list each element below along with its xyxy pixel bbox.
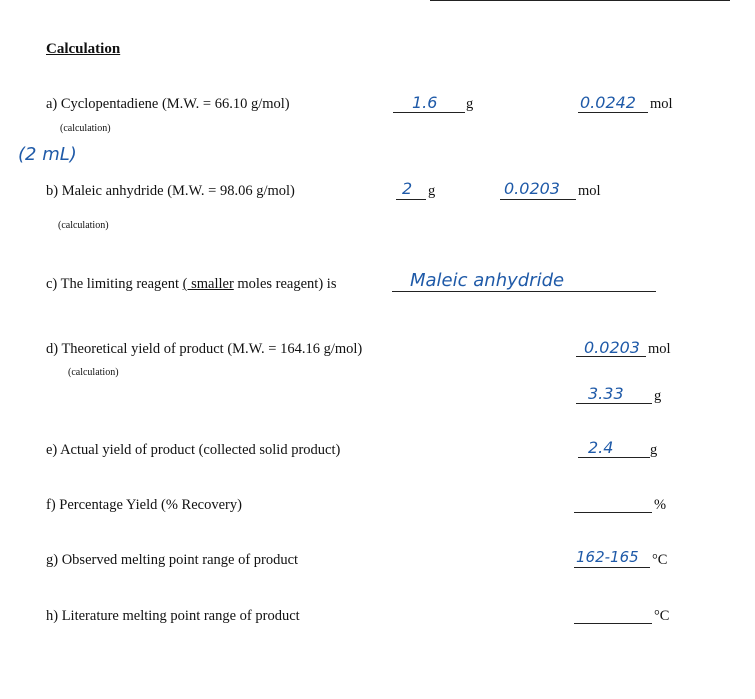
item-g-label: g) Observed melting point range of product [46, 552, 299, 568]
item-b-moles-unit: mol [578, 183, 601, 199]
item-a-mass-line [393, 112, 465, 113]
item-a-note: (2 mL) [18, 144, 77, 165]
item-b-moles-line [500, 199, 576, 200]
item-d-moles-unit: mol [648, 341, 671, 357]
top-cutoff-line [430, 0, 730, 1]
item-h-label: h) Literature melting point range of product [46, 608, 300, 624]
item-a-mass-unit: g [466, 96, 474, 112]
item-a-mass: 1.6 [412, 93, 438, 112]
item-c-label-post: moles reagent) is [233, 276, 337, 292]
item-e-label: e) Actual yield of product (collected solid product) [46, 442, 341, 458]
item-b-label: b) Maleic anhydride (M.W. = 98.06 g/mol) [46, 183, 295, 199]
item-g-value: 162-165 [576, 548, 639, 566]
item-b-mass-unit: g [428, 183, 436, 199]
item-a-moles-line [578, 112, 648, 113]
item-e-mass-unit: g [650, 442, 658, 458]
item-a-sub: (calculation) [60, 123, 111, 134]
item-c-label [46, 276, 336, 293]
item-e-mass-line [578, 457, 650, 458]
item-c-label-underlined: ( smaller [182, 276, 234, 292]
item-d-moles: 0.0203 [584, 338, 640, 357]
item-e-mass: 2.4 [588, 438, 614, 457]
item-d-mass-line [576, 403, 652, 404]
item-d-sub: (calculation) [68, 367, 119, 378]
item-b-sub: (calculation) [58, 220, 109, 231]
item-b-mass-line [396, 199, 426, 200]
item-f-unit: % [654, 497, 667, 513]
item-c-answer-line [392, 291, 656, 292]
item-c-label-pre: c) The limiting reagent [46, 276, 183, 292]
item-g-unit: °C [652, 552, 668, 568]
page-title: Calculation [46, 41, 121, 57]
item-b-moles: 0.0203 [504, 179, 560, 198]
item-a-moles: 0.0242 [580, 93, 636, 112]
item-c-answer: Maleic anhydride [410, 270, 565, 291]
item-f-label: f) Percentage Yield (% Recovery) [46, 497, 242, 513]
item-h-unit: °C [654, 608, 670, 624]
item-d-label: d) Theoretical yield of product (M.W. = 164.16 g/mol) [46, 341, 363, 357]
item-h-blank-line [574, 623, 652, 624]
item-f-blank-line [574, 512, 652, 513]
item-d-mass: 3.33 [588, 384, 624, 403]
item-a-label: a) Cyclopentadiene (M.W. = 66.10 g/mol) [46, 96, 290, 112]
item-a-moles-unit: mol [650, 96, 673, 112]
item-g-value-line [574, 567, 650, 568]
item-b-mass: 2 [402, 179, 413, 198]
item-d-mass-unit: g [654, 388, 662, 404]
